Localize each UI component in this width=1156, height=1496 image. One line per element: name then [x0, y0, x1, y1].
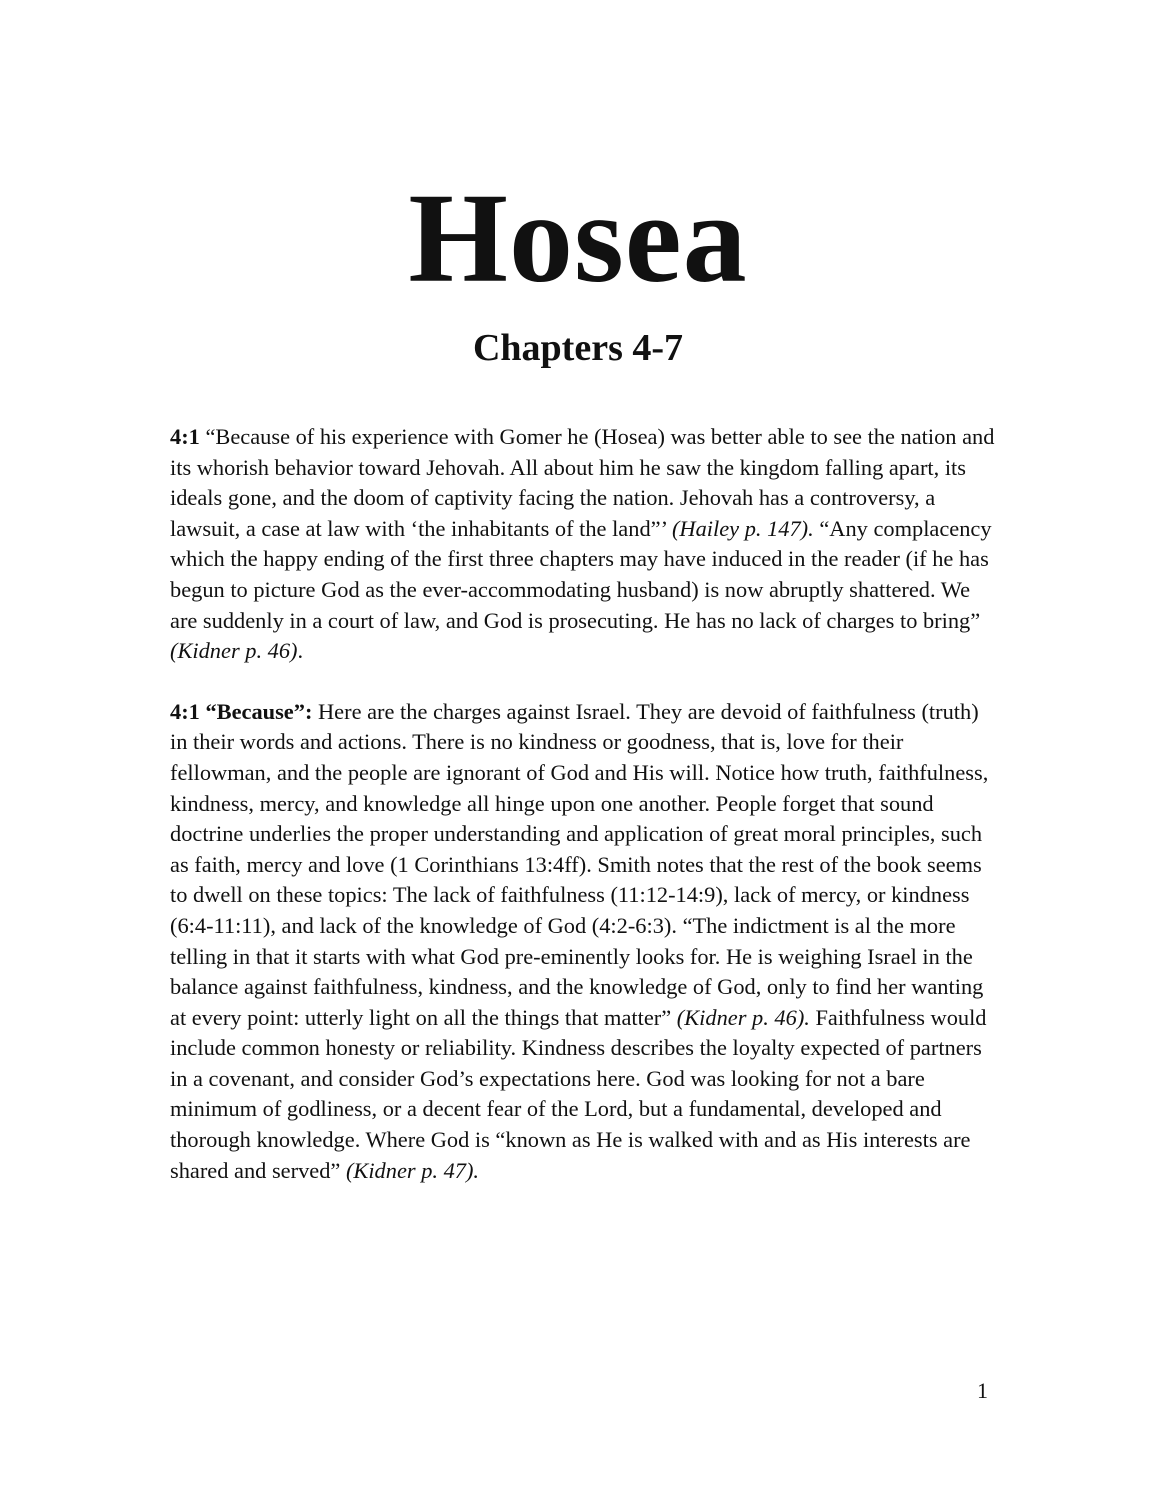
- paragraph-4-1-intro: [170, 422, 1000, 667]
- document-subtitle: Chapters 4-7: [472, 327, 684, 369]
- paragraph-4-1-because: [170, 697, 1000, 1187]
- document-body: [170, 422, 1000, 1216]
- verse-reference: 4:1: [170, 424, 200, 449]
- paragraph-text: Here are the charges against Israel. They are devoid of faithfulness (truth) in their words and actions. There is no kindness or goodness, that is, love for their fellowman, and the people are ignorant of God and His will. Notice how truth, faithfulness, kindness, mercy, and knowledge all hinge upon one another. People forget that sound doctrine underlies the proper understanding and application of great moral principles, such as faith, mercy and love (1 Corinthians 13:4ff). Smith notes that the rest of the book seems to dwell on these topics: The lack of faithfulness (11:12-14:9), lack of mercy, or kindness (6:4-11:11), and lack of the knowledge of God (4:2-6:3). “The indictment is al the more telling in that it starts with what God pre-eminently looks for. He is weighing Israel in the balance against faithfulness, kindness, and the knowledge of God, only to find her wanting at every point: utterly light on all the things that matter”: [170, 698, 989, 1030]
- paragraph-text: “Any complacency which the happy ending of the first three chapters may have induced in the reader (if he has begun to picture God as the ever-accommodating husband) is now abruptly shattered. We are suddenly in a court of law, and God is prosecuting. He has no lack of charges to bring”: [170, 515, 992, 633]
- verse-reference: 4:1 “Because”:: [170, 698, 313, 724]
- document-title: Hosea: [408, 167, 748, 309]
- paragraph-text: “Because of his experience with Gomer he (Hosea) was better able to see the nation and its whorish behavior toward Jehovah. All about him he saw the kingdom falling apart, its ideals gone, and the doom of captivity facing the nation. Jehovah has a controversy, a lawsuit, a case at law with ‘the inhabitants of the land”’: [170, 424, 995, 541]
- citation: (Kidner p. 46).: [676, 1004, 810, 1030]
- citation: (Kidner p. 47).: [345, 1157, 480, 1183]
- citation: (Hailey p. 147).: [671, 515, 814, 541]
- paragraph-text: .: [297, 638, 304, 664]
- citation: (Kidner p. 46): [170, 638, 298, 664]
- page-number: 1: [977, 1378, 988, 1403]
- paragraph-text: Faithfulness would include common honesty or reliability. Kindness describes the loyalty expected of partners in a covenant, and consider God’s expectations here. God was looking for not a bare minimum of godliness, or a decent fear of the Lord, but a fundamental, developed and thorough knowledge. Where God is “known as He is walked with and as His interests are shared and served”: [170, 1004, 987, 1183]
